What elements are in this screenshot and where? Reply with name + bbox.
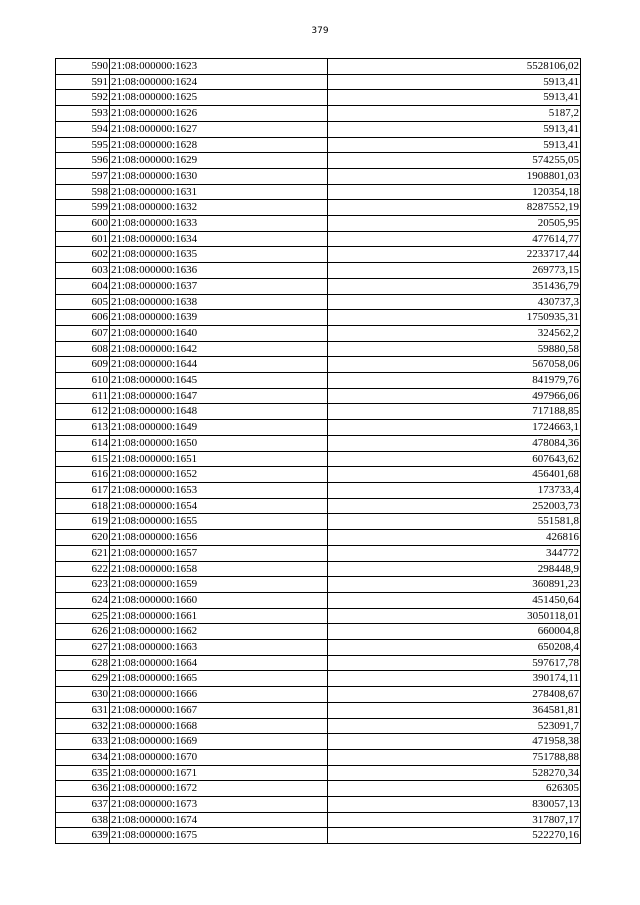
cadastral-number-cell: 21:08:000000:1651	[110, 451, 328, 467]
row-number-cell: 621	[56, 545, 110, 561]
table-row	[56, 655, 581, 671]
value-cell: 317807,17	[328, 812, 581, 828]
row-number-cell: 623	[56, 577, 110, 593]
row-number-cell: 633	[56, 734, 110, 750]
cadastral-number-cell: 21:08:000000:1671	[110, 765, 328, 781]
cadastral-number-cell: 21:08:000000:1630	[110, 168, 328, 184]
cadastral-number-cell: 21:08:000000:1652	[110, 467, 328, 483]
cadastral-value-table	[55, 58, 581, 844]
row-number-cell: 594	[56, 121, 110, 137]
cadastral-number-cell: 21:08:000000:1661	[110, 608, 328, 624]
value-cell: 597617,78	[328, 655, 581, 671]
value-cell: 59880,58	[328, 341, 581, 357]
table-row	[56, 137, 581, 153]
value-cell: 751788,88	[328, 749, 581, 765]
value-cell: 574255,05	[328, 153, 581, 169]
value-cell: 8287552,19	[328, 200, 581, 216]
value-cell: 426816	[328, 530, 581, 546]
cadastral-number-cell: 21:08:000000:1662	[110, 624, 328, 640]
value-cell: 360891,23	[328, 577, 581, 593]
value-cell: 660004,8	[328, 624, 581, 640]
row-number-cell: 630	[56, 687, 110, 703]
cadastral-number-cell: 21:08:000000:1657	[110, 545, 328, 561]
table-row	[56, 467, 581, 483]
row-number-cell: 629	[56, 671, 110, 687]
value-cell: 20505,95	[328, 216, 581, 232]
row-number-cell: 607	[56, 325, 110, 341]
table-row	[56, 671, 581, 687]
value-cell: 344772	[328, 545, 581, 561]
row-number-cell: 631	[56, 702, 110, 718]
value-cell: 5913,41	[328, 121, 581, 137]
cadastral-number-cell: 21:08:000000:1627	[110, 121, 328, 137]
cadastral-number-cell: 21:08:000000:1642	[110, 341, 328, 357]
value-cell: 1908801,03	[328, 168, 581, 184]
value-cell: 5913,41	[328, 90, 581, 106]
row-number-cell: 610	[56, 373, 110, 389]
row-number-cell: 622	[56, 561, 110, 577]
cadastral-number-cell: 21:08:000000:1624	[110, 74, 328, 90]
table-row	[56, 765, 581, 781]
cadastral-number-cell: 21:08:000000:1629	[110, 153, 328, 169]
value-cell: 841979,76	[328, 373, 581, 389]
page-number: 379	[311, 26, 329, 36]
cadastral-number-cell: 21:08:000000:1626	[110, 106, 328, 122]
row-number-cell: 592	[56, 90, 110, 106]
cadastral-number-cell: 21:08:000000:1664	[110, 655, 328, 671]
cadastral-number-cell: 21:08:000000:1638	[110, 294, 328, 310]
table-row	[56, 702, 581, 718]
cadastral-number-cell: 21:08:000000:1656	[110, 530, 328, 546]
row-number-cell: 636	[56, 781, 110, 797]
row-number-cell: 624	[56, 592, 110, 608]
row-number-cell: 615	[56, 451, 110, 467]
value-cell: 607643,62	[328, 451, 581, 467]
value-cell: 523091,7	[328, 718, 581, 734]
value-cell: 5913,41	[328, 74, 581, 90]
table-row	[56, 357, 581, 373]
row-number-cell: 602	[56, 247, 110, 263]
cadastral-number-cell: 21:08:000000:1668	[110, 718, 328, 734]
value-cell: 650208,4	[328, 640, 581, 656]
cadastral-number-cell: 21:08:000000:1655	[110, 514, 328, 530]
cadastral-number-cell: 21:08:000000:1654	[110, 498, 328, 514]
table-row	[56, 435, 581, 451]
cadastral-number-cell: 21:08:000000:1637	[110, 278, 328, 294]
table-row	[56, 640, 581, 656]
value-cell: 120354,18	[328, 184, 581, 200]
row-number-cell: 597	[56, 168, 110, 184]
cadastral-number-cell: 21:08:000000:1634	[110, 231, 328, 247]
cadastral-number-cell: 21:08:000000:1660	[110, 592, 328, 608]
value-cell: 528270,34	[328, 765, 581, 781]
cadastral-number-cell: 21:08:000000:1633	[110, 216, 328, 232]
row-number-cell: 593	[56, 106, 110, 122]
value-cell: 522270,16	[328, 828, 581, 844]
row-number-cell: 627	[56, 640, 110, 656]
cadastral-number-cell: 21:08:000000:1670	[110, 749, 328, 765]
value-cell: 351436,79	[328, 278, 581, 294]
cadastral-number-cell: 21:08:000000:1653	[110, 482, 328, 498]
row-number-cell: 599	[56, 200, 110, 216]
value-cell: 1750935,31	[328, 310, 581, 326]
table-row	[56, 718, 581, 734]
row-number-cell: 612	[56, 404, 110, 420]
cadastral-number-cell: 21:08:000000:1645	[110, 373, 328, 389]
value-cell: 477614,77	[328, 231, 581, 247]
table-row	[56, 514, 581, 530]
table-row	[56, 498, 581, 514]
row-number-cell: 605	[56, 294, 110, 310]
cadastral-number-cell: 21:08:000000:1631	[110, 184, 328, 200]
cadastral-number-cell: 21:08:000000:1639	[110, 310, 328, 326]
table-row	[56, 263, 581, 279]
value-cell: 5187,2	[328, 106, 581, 122]
value-cell: 717188,85	[328, 404, 581, 420]
cadastral-number-cell: 21:08:000000:1665	[110, 671, 328, 687]
row-number-cell: 638	[56, 812, 110, 828]
cadastral-number-cell: 21:08:000000:1669	[110, 734, 328, 750]
row-number-cell: 625	[56, 608, 110, 624]
cadastral-number-cell: 21:08:000000:1625	[110, 90, 328, 106]
table-row	[56, 200, 581, 216]
value-cell: 3050118,01	[328, 608, 581, 624]
value-cell: 390174,11	[328, 671, 581, 687]
table-row	[56, 325, 581, 341]
cadastral-number-cell: 21:08:000000:1640	[110, 325, 328, 341]
table-row	[56, 74, 581, 90]
table-row	[56, 373, 581, 389]
value-cell: 478084,36	[328, 435, 581, 451]
table-row	[56, 420, 581, 436]
row-number-cell: 632	[56, 718, 110, 734]
cadastral-number-cell: 21:08:000000:1672	[110, 781, 328, 797]
table-row	[56, 184, 581, 200]
value-cell: 626305	[328, 781, 581, 797]
value-cell: 430737,3	[328, 294, 581, 310]
cadastral-number-cell: 21:08:000000:1667	[110, 702, 328, 718]
cadastral-number-cell: 21:08:000000:1673	[110, 797, 328, 813]
table-row	[56, 797, 581, 813]
row-number-cell: 618	[56, 498, 110, 514]
value-cell: 471958,38	[328, 734, 581, 750]
table-row	[56, 59, 581, 75]
table-row	[56, 592, 581, 608]
cadastral-number-cell: 21:08:000000:1647	[110, 388, 328, 404]
table-row	[56, 388, 581, 404]
value-cell: 2233717,44	[328, 247, 581, 263]
cadastral-number-cell: 21:08:000000:1659	[110, 577, 328, 593]
cadastral-number-cell: 21:08:000000:1628	[110, 137, 328, 153]
row-number-cell: 600	[56, 216, 110, 232]
row-number-cell: 619	[56, 514, 110, 530]
value-cell: 364581,81	[328, 702, 581, 718]
table-row	[56, 90, 581, 106]
table-row	[56, 294, 581, 310]
cadastral-number-cell: 21:08:000000:1644	[110, 357, 328, 373]
row-number-cell: 637	[56, 797, 110, 813]
table-row	[56, 278, 581, 294]
row-number-cell: 639	[56, 828, 110, 844]
row-number-cell: 611	[56, 388, 110, 404]
row-number-cell: 606	[56, 310, 110, 326]
row-number-cell: 608	[56, 341, 110, 357]
row-number-cell: 614	[56, 435, 110, 451]
row-number-cell: 635	[56, 765, 110, 781]
value-cell: 451450,64	[328, 592, 581, 608]
table-row	[56, 608, 581, 624]
value-cell: 324562,2	[328, 325, 581, 341]
cadastral-number-cell: 21:08:000000:1648	[110, 404, 328, 420]
row-number-cell: 591	[56, 74, 110, 90]
row-number-cell: 604	[56, 278, 110, 294]
row-number-cell: 620	[56, 530, 110, 546]
row-number-cell: 613	[56, 420, 110, 436]
table-row	[56, 153, 581, 169]
row-number-cell: 616	[56, 467, 110, 483]
row-number-cell: 634	[56, 749, 110, 765]
value-cell: 551581,8	[328, 514, 581, 530]
row-number-cell: 617	[56, 482, 110, 498]
table-row	[56, 106, 581, 122]
table-row	[56, 687, 581, 703]
row-number-cell: 626	[56, 624, 110, 640]
value-cell: 456401,68	[328, 467, 581, 483]
table-row	[56, 577, 581, 593]
table-row	[56, 216, 581, 232]
table-row	[56, 451, 581, 467]
cadastral-number-cell: 21:08:000000:1675	[110, 828, 328, 844]
value-cell: 298448,9	[328, 561, 581, 577]
table-row	[56, 341, 581, 357]
table-row	[56, 310, 581, 326]
table-row	[56, 624, 581, 640]
value-cell: 252003,73	[328, 498, 581, 514]
table-row	[56, 812, 581, 828]
value-cell: 173733,4	[328, 482, 581, 498]
cadastral-number-cell: 21:08:000000:1674	[110, 812, 328, 828]
value-cell: 5528106,02	[328, 59, 581, 75]
cadastral-number-cell: 21:08:000000:1649	[110, 420, 328, 436]
table-row	[56, 734, 581, 750]
cadastral-number-cell: 21:08:000000:1666	[110, 687, 328, 703]
table-row	[56, 231, 581, 247]
value-cell: 567058,06	[328, 357, 581, 373]
table-row	[56, 482, 581, 498]
value-cell: 5913,41	[328, 137, 581, 153]
table-row	[56, 121, 581, 137]
table-row	[56, 545, 581, 561]
table-row	[56, 749, 581, 765]
cadastral-number-cell: 21:08:000000:1632	[110, 200, 328, 216]
value-cell: 830057,13	[328, 797, 581, 813]
cadastral-number-cell: 21:08:000000:1658	[110, 561, 328, 577]
table-row	[56, 781, 581, 797]
value-cell: 269773,15	[328, 263, 581, 279]
table-row	[56, 404, 581, 420]
row-number-cell: 603	[56, 263, 110, 279]
row-number-cell: 609	[56, 357, 110, 373]
table-row	[56, 168, 581, 184]
cadastral-number-cell: 21:08:000000:1636	[110, 263, 328, 279]
table-row	[56, 561, 581, 577]
row-number-cell: 598	[56, 184, 110, 200]
value-cell: 497966,06	[328, 388, 581, 404]
row-number-cell: 628	[56, 655, 110, 671]
cadastral-number-cell: 21:08:000000:1650	[110, 435, 328, 451]
cadastral-number-cell: 21:08:000000:1663	[110, 640, 328, 656]
row-number-cell: 601	[56, 231, 110, 247]
table-row	[56, 828, 581, 844]
cadastral-number-cell: 21:08:000000:1623	[110, 59, 328, 75]
value-cell: 278408,67	[328, 687, 581, 703]
row-number-cell: 595	[56, 137, 110, 153]
table-body	[56, 59, 581, 844]
table-row	[56, 530, 581, 546]
row-number-cell: 596	[56, 153, 110, 169]
cadastral-number-cell: 21:08:000000:1635	[110, 247, 328, 263]
value-cell: 1724663,1	[328, 420, 581, 436]
table-row	[56, 247, 581, 263]
row-number-cell: 590	[56, 59, 110, 75]
